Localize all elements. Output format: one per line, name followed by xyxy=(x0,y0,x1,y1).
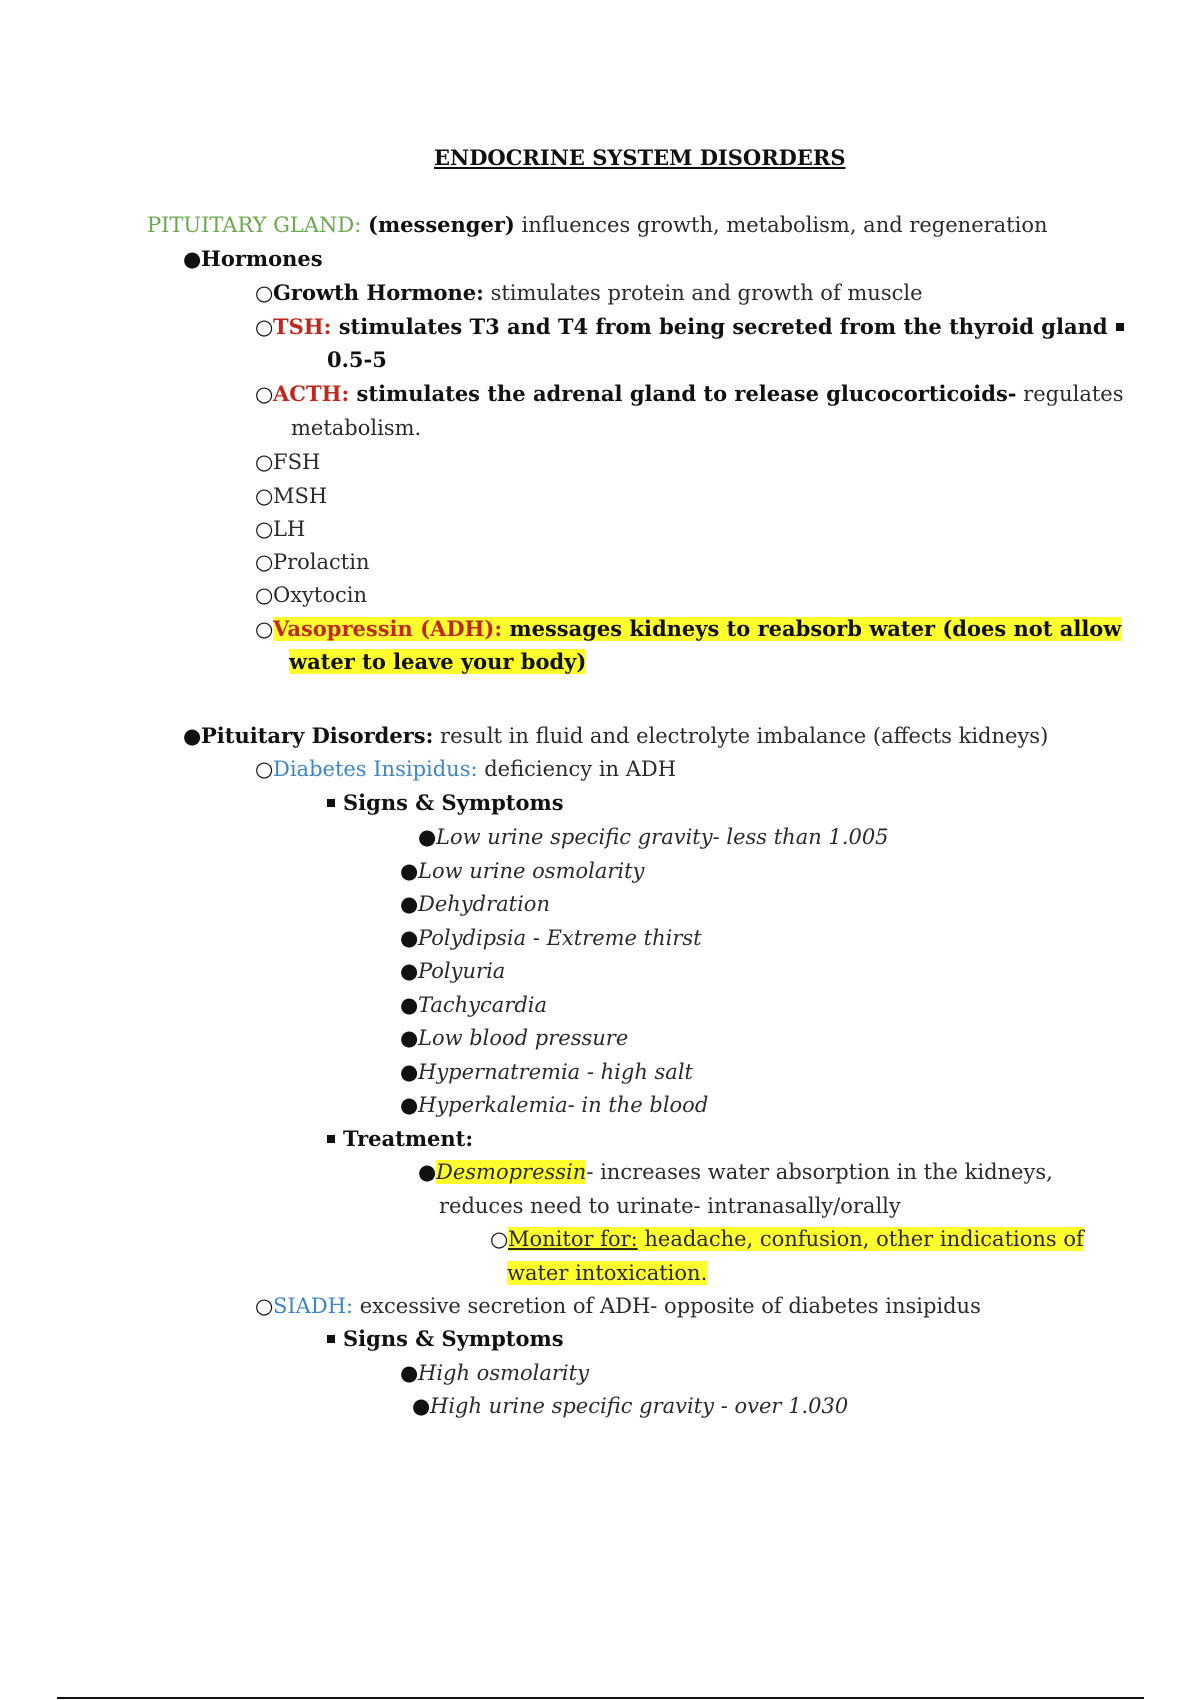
bullet-icon: ● xyxy=(400,959,419,983)
list-item: ●Low urine osmolarity xyxy=(400,856,644,886)
monitor-label: Monitor for: xyxy=(508,1227,638,1251)
list-item: ●Tachycardia xyxy=(400,990,547,1020)
hormone-msh xyxy=(255,481,327,511)
hormone-fsh xyxy=(255,447,320,477)
square-bullet-icon xyxy=(327,1335,335,1343)
hormone-prolactin xyxy=(255,547,370,577)
bullet-icon: ● xyxy=(183,724,202,748)
hormone-name: TSH: xyxy=(273,314,332,339)
hormone-name: Vasopressin (ADH): xyxy=(273,616,503,641)
hormone-text: stimulates the adrenal gland to release glucocorticoids- xyxy=(349,381,1017,406)
hormone-growth xyxy=(255,278,923,308)
signs-heading: Signs & Symptoms xyxy=(343,790,564,815)
hormone-lh xyxy=(255,514,305,544)
pituitary-label: PITUITARY GLAND: xyxy=(147,213,362,237)
hormone-name: ACTH: xyxy=(273,381,350,406)
list-item: ●Low urine specific gravity- less than 1.005 xyxy=(418,822,889,852)
hormone-name: MSH xyxy=(273,484,328,508)
circle-bullet-icon: ○ xyxy=(255,450,274,474)
disorder-name: SIADH: xyxy=(273,1294,354,1318)
circle-bullet-icon: ○ xyxy=(255,281,274,305)
circle-bullet-icon: ○ xyxy=(255,757,274,781)
list-item: ●Polydipsia - Extreme thirst xyxy=(400,923,702,953)
hormone-tsh xyxy=(255,312,1124,342)
bullet-icon: ● xyxy=(418,825,437,849)
square-bullet-icon xyxy=(327,1135,335,1143)
disorder-name: Diabetes Insipidus: xyxy=(273,757,478,781)
hormone-text: stimulates protein and growth of muscle xyxy=(483,281,923,305)
monitor-cont-text: water intoxication. xyxy=(507,1261,708,1285)
hormone-oxytocin xyxy=(255,580,367,610)
list-item: ●Hyperkalemia- in the blood xyxy=(400,1090,708,1120)
list-item: ●Polyuria xyxy=(400,956,505,986)
hormones-heading: Hormones xyxy=(201,246,323,271)
circle-bullet-icon: ○ xyxy=(255,1294,274,1318)
disorder-siadh xyxy=(255,1291,981,1321)
disorders-description: result in fluid and electrolyte imbalance (affects kidneys) xyxy=(433,724,1049,748)
list-item: ●High urine specific gravity - over 1.030 xyxy=(412,1391,848,1421)
hormone-text: messages kidneys to reabsorb water (does not allow xyxy=(502,616,1122,641)
hormone-name: FSH xyxy=(273,450,321,474)
hormone-name: Prolactin xyxy=(273,550,370,574)
circle-bullet-icon: ○ xyxy=(255,617,274,641)
monitor-continuation xyxy=(507,1258,707,1288)
hormone-name: Growth Hormone: xyxy=(273,280,484,305)
bullet-icon: ● xyxy=(400,1026,419,1050)
circle-bullet-icon: ○ xyxy=(255,583,274,607)
circle-bullet-icon: ○ xyxy=(255,550,274,574)
disorders-heading: Pituitary Disorders: xyxy=(201,723,434,748)
circle-bullet-icon: ○ xyxy=(490,1227,509,1251)
square-bullet-icon xyxy=(327,799,335,807)
footer-divider xyxy=(57,1697,1144,1699)
hormone-vasopressin xyxy=(255,614,1121,644)
square-bullet-icon xyxy=(1116,323,1124,331)
bullet-icon: ● xyxy=(400,926,419,950)
circle-bullet-icon: ○ xyxy=(255,484,274,508)
bullet-icon: ● xyxy=(400,859,419,883)
bullet-icon: ● xyxy=(400,1093,419,1117)
pituitary-intro xyxy=(147,210,1048,240)
disorder-text: deficiency in ADH xyxy=(477,757,677,781)
disorder-di xyxy=(255,754,676,784)
disorders-heading-item xyxy=(183,721,1048,751)
acth-continuation: metabolism. xyxy=(291,416,422,440)
bullet-icon: ● xyxy=(400,1060,419,1084)
hormone-name: LH xyxy=(273,517,306,541)
treatment-text: - increases water absorption in the kidneys, xyxy=(586,1160,1053,1184)
monitor-text: headache, confusion, other indications of xyxy=(637,1227,1084,1251)
list-item: ●Low blood pressure xyxy=(400,1023,628,1053)
hormones-heading-item xyxy=(183,244,323,274)
vasopressin-cont-text: water to leave your body) xyxy=(289,649,587,674)
circle-bullet-icon: ○ xyxy=(255,315,274,339)
disorder-text: excessive secretion of ADH- opposite of diabetes insipidus xyxy=(353,1294,981,1318)
list-item: ●Dehydration xyxy=(400,889,550,919)
di-signs-heading-item xyxy=(327,788,564,818)
signs-heading: Signs & Symptoms xyxy=(343,1326,564,1351)
treatment-item xyxy=(418,1157,1053,1187)
pituitary-role: (messenger) xyxy=(368,212,515,237)
monitor-item xyxy=(490,1224,1084,1254)
circle-bullet-icon: ○ xyxy=(255,382,274,406)
hormone-acth xyxy=(255,379,1124,409)
pituitary-description: influences growth, metabolism, and regeneration xyxy=(514,213,1048,237)
di-treatment-heading-item xyxy=(327,1124,473,1154)
siadh-signs-heading-item xyxy=(327,1324,564,1354)
page-title: ENDOCRINE SYSTEM DISORDERS xyxy=(434,145,846,170)
hormone-text-extra: regulates xyxy=(1016,382,1124,406)
bullet-icon: ● xyxy=(418,1160,437,1184)
hormone-name: Oxytocin xyxy=(273,583,368,607)
bullet-icon: ● xyxy=(400,892,419,916)
circle-bullet-icon: ○ xyxy=(255,517,274,541)
bullet-icon: ● xyxy=(412,1394,431,1418)
treatment-continuation: reduces need to urinate- intranasally/orally xyxy=(439,1194,901,1218)
vasopressin-continuation xyxy=(289,647,586,677)
hormone-text: stimulates T3 and T4 from being secreted from the thyroid gland xyxy=(331,314,1108,339)
bullet-icon: ● xyxy=(183,247,202,271)
bullet-icon: ● xyxy=(400,993,419,1017)
treatment-heading: Treatment: xyxy=(343,1126,474,1151)
tsh-range: 0.5-5 xyxy=(327,347,387,372)
treatment-drug: Desmopressin xyxy=(436,1160,587,1184)
list-item: ●Hypernatremia - high salt xyxy=(400,1057,693,1087)
bullet-icon: ● xyxy=(400,1361,419,1385)
list-item: ●High osmolarity xyxy=(400,1358,589,1388)
